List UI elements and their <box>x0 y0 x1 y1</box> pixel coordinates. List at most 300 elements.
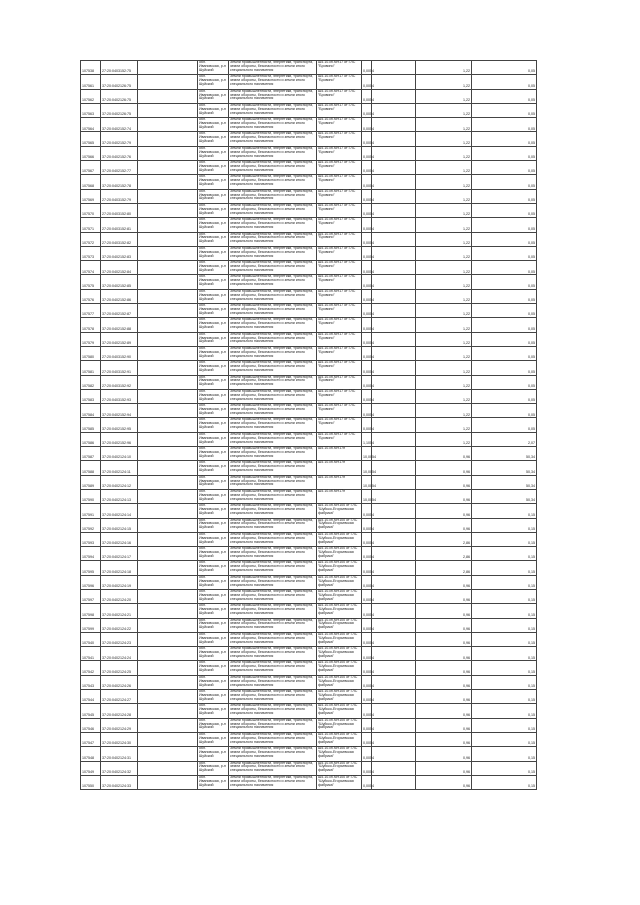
land-category-cell: Земли промышленности, энергетики, транспорта, земли обороны, безопасности и земли иного специального назначения <box>229 504 317 518</box>
rate-cell: 1,22 <box>416 389 472 403</box>
sum-cell: 0,15 <box>472 775 537 789</box>
row-id-cell: 107597 <box>81 589 101 603</box>
cadastral-number-cell: 37:20:0402124:14 <box>101 504 138 518</box>
spacer-cell <box>372 618 416 632</box>
spacer-cell <box>138 175 198 189</box>
usage-cell: Ш5.10.cfl.NH17 от ГЛС "Бровино" <box>317 304 362 318</box>
address-cell: обл. Ивановская, р-н Шуйский <box>198 418 229 432</box>
rate-cell: 1,22 <box>416 432 472 446</box>
cadastral-number-cell: 37:20:0402124:10 <box>101 447 138 461</box>
row-id-cell: 107545 <box>81 704 101 718</box>
sum-cell: 50,34 <box>472 475 537 489</box>
usage-cell: Ш5.10.cfl.NH100 от ГЛС "Шуйско-Егорьевская фабрика" <box>317 561 362 575</box>
spacer-cell <box>372 589 416 603</box>
table-row <box>81 518 537 532</box>
address-cell: обл. Ивановская, р-н Шуйский <box>198 375 229 389</box>
land-category-cell: Земли промышленности, энергетики, транспорта, земли обороны, безопасности и земли иного специального назначения <box>229 718 317 732</box>
sum-cell: 2,07 <box>472 432 537 446</box>
table-row <box>81 232 537 246</box>
address-cell: обл. Ивановская, р-н Шуйский <box>198 75 229 89</box>
table-row <box>81 489 537 503</box>
sum-cell: 0,05 <box>472 289 537 303</box>
table-row <box>81 761 537 775</box>
usage-cell: Ш5.10.cfl.NH17 от ГЛС "Бровино" <box>317 361 362 375</box>
land-category-cell: Земли промышленности, энергетики, транспорта, земли обороны, безопасности и земли иного специального назначения <box>229 318 317 332</box>
spacer-cell <box>372 61 416 75</box>
land-category-cell: Земли промышленности, энергетики, транспорта, земли обороны, безопасности и земли иного специального назначения <box>229 489 317 503</box>
sum-cell: 0,15 <box>472 518 537 532</box>
cadastral-number-cell: 37:20:0402152:74 <box>101 118 138 132</box>
spacer-cell <box>372 547 416 561</box>
sum-cell: 0,05 <box>472 132 537 146</box>
cadastral-number-cell: 37:20:0402126:75 <box>101 89 138 103</box>
land-category-cell: Земли промышленности, энергетики, транспорта, земли обороны, безопасности и земли иного специального назначения <box>229 589 317 603</box>
address-cell: обл. Ивановская, р-н Шуйский <box>198 175 229 189</box>
sum-cell: 0,05 <box>472 232 537 246</box>
row-id-cell: 107595 <box>81 561 101 575</box>
table-row <box>81 747 537 761</box>
address-cell: обл. Ивановская, р-н Шуйский <box>198 632 229 646</box>
address-cell: обл. Ивановская, р-н Шуйский <box>198 61 229 75</box>
table-row <box>81 432 537 446</box>
row-id-cell: 107594 <box>81 547 101 561</box>
spacer-cell <box>138 604 198 618</box>
sum-cell: 0,15 <box>472 747 537 761</box>
table-row <box>81 218 537 232</box>
spacer-cell <box>138 575 198 589</box>
area-cell: 0,0054 <box>362 690 372 704</box>
usage-cell: Ш5.10.cfl.NH17н <box>317 447 362 461</box>
sum-cell: 0,15 <box>472 547 537 561</box>
sum-cell: 0,05 <box>472 75 537 89</box>
address-cell: обл. Ивановская, р-н Шуйский <box>198 275 229 289</box>
address-cell: обл. Ивановская, р-н Шуйский <box>198 432 229 446</box>
rate-cell: 0,96 <box>416 718 472 732</box>
rate-cell: 1,22 <box>416 418 472 432</box>
row-id-cell: 107591 <box>81 504 101 518</box>
address-cell: обл. Ивановская, р-н Шуйский <box>198 747 229 761</box>
sum-cell: 0,05 <box>472 246 537 260</box>
cadastral-number-cell: 27:20:0403152:92 <box>101 375 138 389</box>
area-cell: 0,0054 <box>362 418 372 432</box>
spacer-cell <box>138 89 198 103</box>
sum-cell: 0,15 <box>472 632 537 646</box>
spacer-cell <box>372 461 416 475</box>
cadastral-number-cell: 27:20:0403152:80 <box>101 203 138 217</box>
row-id-cell: 107550 <box>81 775 101 789</box>
area-cell: 0,0054 <box>362 332 372 346</box>
address-cell: обл. Ивановская, р-н Шуйский <box>198 146 229 160</box>
row-id-cell: 107566 <box>81 146 101 160</box>
spacer-cell <box>138 232 198 246</box>
cadastral-number-cell: 37:20:0402124:17 <box>101 547 138 561</box>
rate-cell: 0,96 <box>416 704 472 718</box>
table-row <box>81 704 537 718</box>
spacer-cell <box>372 361 416 375</box>
spacer-cell <box>372 732 416 746</box>
land-category-cell: Земли промышленности, энергетики, транспорта, земли обороны, безопасности и земли иного специального назначения <box>229 118 317 132</box>
spacer-cell <box>372 289 416 303</box>
area-cell: 0,0054 <box>362 132 372 146</box>
row-id-cell: 107598 <box>81 604 101 618</box>
sum-cell: 0,05 <box>472 189 537 203</box>
rate-cell: 1,22 <box>416 404 472 418</box>
land-category-cell: Земли промышленности, энергетики, транспорта, земли обороны, безопасности и земли иного специального назначения <box>229 346 317 360</box>
table-row <box>81 346 537 360</box>
spacer-cell <box>372 675 416 689</box>
usage-cell: Ш5.10.cfl.NH17 от ГЛС "Бровино" <box>317 318 362 332</box>
sum-cell: 50,34 <box>472 461 537 475</box>
rate-cell: 0,96 <box>416 504 472 518</box>
land-category-cell: Земли промышленности, энергетики, транспорта, земли обороны, безопасности и земли иного специального назначения <box>229 747 317 761</box>
address-cell: обл. Ивановская, р-н Шуйский <box>198 704 229 718</box>
area-cell: 0,0054 <box>362 89 372 103</box>
row-id-cell: 107581 <box>81 361 101 375</box>
cadastral-number-cell: 37:20:0402124:29 <box>101 718 138 732</box>
land-category-cell: Земли промышленности, энергетики, транспорта, земли обороны, безопасности и земли иного специального назначения <box>229 189 317 203</box>
address-cell: обл. Ивановская, р-н Шуйский <box>198 89 229 103</box>
usage-cell: Ш5.10.cfl.NH17 от ГЛС "Бровино" <box>317 89 362 103</box>
spacer-cell <box>372 318 416 332</box>
table-row <box>81 675 537 689</box>
address-cell: обл. Ивановская, р-н Шуйский <box>198 618 229 632</box>
spacer-cell <box>372 246 416 260</box>
usage-cell: Ш5.10.cfl.NH17н <box>317 475 362 489</box>
address-cell: обл. Ивановская, р-н Шуйский <box>198 461 229 475</box>
land-category-cell: Земли промышленности, энергетики, транспорта, земли обороны, безопасности и земли иного специального назначения <box>229 604 317 618</box>
spacer-cell <box>372 389 416 403</box>
cadastral-number-cell: 37:20:0402124:19 <box>101 575 138 589</box>
row-id-cell: 107570 <box>81 203 101 217</box>
sum-cell: 0,05 <box>472 318 537 332</box>
address-cell: обл. Ивановская, р-н Шуйский <box>198 504 229 518</box>
usage-cell: Ш5.10.cfl.NH17 от ГЛС "Бровино" <box>317 261 362 275</box>
table-row <box>81 475 537 489</box>
area-cell: 0,0054 <box>362 589 372 603</box>
rate-cell: 0,96 <box>416 589 472 603</box>
usage-cell: Ш5.10.cfl.NH17 от ГЛС "Бровино" <box>317 232 362 246</box>
area-cell: 0,0054 <box>362 704 372 718</box>
rate-cell: 1,22 <box>416 103 472 117</box>
spacer-cell <box>138 161 198 175</box>
cadastral-number-cell: 27:20:0403152:81 <box>101 218 138 232</box>
table-row <box>81 604 537 618</box>
area-cell: 0,0054 <box>362 346 372 360</box>
spacer-cell <box>138 304 198 318</box>
land-category-cell: Земли промышленности, энергетики, транспорта, земли обороны, безопасности и земли иного специального назначения <box>229 418 317 432</box>
cadastral-number-cell: 37:20:0402124:26 <box>101 675 138 689</box>
row-id-cell: 107584 <box>81 404 101 418</box>
land-category-cell: Земли промышленности, энергетики, транспорта, земли обороны, безопасности и земли иного специального назначения <box>229 261 317 275</box>
address-cell: обл. Ивановская, р-н Шуйский <box>198 775 229 789</box>
spacer-cell <box>372 218 416 232</box>
rate-cell: 0,96 <box>416 661 472 675</box>
usage-cell: Ш5.10.cfl.NH100 от ГЛС "Шуйско-Егорьевская фабрика" <box>317 532 362 546</box>
usage-cell: Ш5.10.cfl.NH17 от ГЛС "Бровино" <box>317 246 362 260</box>
spacer-cell <box>138 361 198 375</box>
row-id-cell: 107542 <box>81 661 101 675</box>
sum-cell: 0,05 <box>472 404 537 418</box>
usage-cell: Ш5.10.cfl.NH17 от ГЛС "Бровино" <box>317 203 362 217</box>
sum-cell: 0,15 <box>472 604 537 618</box>
table-row <box>81 289 537 303</box>
area-cell: 0,0054 <box>362 118 372 132</box>
rate-cell: 1,22 <box>416 189 472 203</box>
sum-cell: 0,05 <box>472 203 537 217</box>
sum-cell: 0,05 <box>472 261 537 275</box>
sum-cell: 0,05 <box>472 304 537 318</box>
table-row <box>81 203 537 217</box>
usage-cell: Ш5.10.cfl.NH100 от ГЛС "Шуйско-Егорьевская фабрика" <box>317 675 362 689</box>
rate-cell: 1,22 <box>416 318 472 332</box>
table-row <box>81 718 537 732</box>
rate-cell: 0,96 <box>416 690 472 704</box>
spacer-cell <box>372 647 416 661</box>
cadastral-number-cell: 37:20:0402124:32 <box>101 761 138 775</box>
spacer-cell <box>138 489 198 503</box>
spacer-cell <box>372 447 416 461</box>
cadastral-number-cell: 37:20:0402152:76 <box>101 146 138 160</box>
table-row <box>81 461 537 475</box>
area-cell: 0,0054 <box>362 775 372 789</box>
address-cell: обл. Ивановская, р-н Шуйский <box>198 561 229 575</box>
address-cell: обл. Ивановская, р-н Шуйский <box>198 690 229 704</box>
spacer-cell <box>372 775 416 789</box>
rate-cell: 1,22 <box>416 275 472 289</box>
cadastral-number-cell: 37:20:0402152:78 <box>101 175 138 189</box>
land-category-cell: Земли промышленности, энергетики, транспорта, земли обороны, безопасности и земли иного специального назначения <box>229 361 317 375</box>
usage-cell: Ш5.10.cfl.NH100 от ГЛС "Шуйско-Егорьевская фабрика" <box>317 547 362 561</box>
land-category-cell: Земли промышленности, энергетики, транспорта, земли обороны, безопасности и земли иного специального назначения <box>229 618 317 632</box>
spacer-cell <box>138 447 198 461</box>
area-cell: 0,0054 <box>362 261 372 275</box>
land-category-cell: Земли промышленности, энергетики, транспорта, земли обороны, безопасности и земли иного специального назначения <box>229 289 317 303</box>
row-id-cell: 107563 <box>81 103 101 117</box>
spacer-cell <box>372 518 416 532</box>
usage-cell: Ш5.10.cfl.NH100 от ГЛС "Шуйско-Егорьевская фабрика" <box>317 775 362 789</box>
table-row <box>81 189 537 203</box>
area-cell: 0,0054 <box>362 518 372 532</box>
cadastral-number-cell: 37:20:0402152:88 <box>101 318 138 332</box>
area-cell: 0,0054 <box>362 675 372 689</box>
land-category-cell: Земли промышленности, энергетики, транспорта, земли обороны, безопасности и земли иного специального назначения <box>229 389 317 403</box>
area-cell: 0,0054 <box>362 246 372 260</box>
rate-cell: 1,22 <box>416 146 472 160</box>
address-cell: обл. Ивановская, р-н Шуйский <box>198 575 229 589</box>
sum-cell: 0,15 <box>472 718 537 732</box>
land-category-cell: Земли промышленности, энергетики, транспорта, земли обороны, безопасности и земли иного специального назначения <box>229 404 317 418</box>
usage-cell: Ш5.10.cfl.NH100 от ГЛС "Шуйско-Егорьевская фабрика" <box>317 504 362 518</box>
spacer-cell <box>372 632 416 646</box>
usage-cell: Ш5.10.cfl.NH17 от ГЛС "Бровино" <box>317 146 362 160</box>
cadastral-number-cell: 37:20:0402124:16 <box>101 532 138 546</box>
spacer-cell <box>138 61 198 75</box>
spacer-cell <box>372 75 416 89</box>
sum-cell: 0,05 <box>472 389 537 403</box>
area-cell: 0,0054 <box>362 103 372 117</box>
address-cell: обл. Ивановская, р-н Шуйский <box>198 289 229 303</box>
table-row <box>81 146 537 160</box>
spacer-cell <box>138 661 198 675</box>
rate-cell: 1,22 <box>416 232 472 246</box>
cadastral-number-cell: 37:20:0402124:18 <box>101 561 138 575</box>
spacer-cell <box>138 375 198 389</box>
cadastral-number-cell: 27:20:0403152:79 <box>101 189 138 203</box>
table-row <box>81 618 537 632</box>
spacer-cell <box>372 103 416 117</box>
sum-cell: 0,15 <box>472 575 537 589</box>
row-id-cell: 107592 <box>81 518 101 532</box>
sum-cell: 0,05 <box>472 375 537 389</box>
spacer-cell <box>372 604 416 618</box>
cadastral-number-cell: 37:20:0402124:11 <box>101 461 138 475</box>
area-cell: 10,0054 <box>362 475 372 489</box>
cadastral-number-cell: 37:20:0402152:77 <box>101 161 138 175</box>
cadastral-number-cell: 37:20:0402126:75 <box>101 75 138 89</box>
usage-cell: Ш5.10.cfl.NH17 от ГЛС "Бровино" <box>317 218 362 232</box>
sum-cell: 0,15 <box>472 761 537 775</box>
sum-cell: 0,15 <box>472 504 537 518</box>
land-category-cell: Земли промышленности, энергетики, транспорта, земли обороны, безопасности и земли иного специального назначения <box>229 132 317 146</box>
table-row <box>81 404 537 418</box>
usage-cell: Ш5.10.cfl.NH100 от ГЛС "Шуйско-Егорьевская фабрика" <box>317 661 362 675</box>
spacer-cell <box>138 346 198 360</box>
sum-cell: 0,05 <box>472 161 537 175</box>
area-cell: 0,0054 <box>362 404 372 418</box>
cadastral-number-cell: 37:20:0402124:33 <box>101 775 138 789</box>
area-cell: 0,0054 <box>362 761 372 775</box>
rate-cell: 0,96 <box>416 632 472 646</box>
cadastral-number-cell: 37:20:0402152:96 <box>101 432 138 446</box>
sum-cell: 0,15 <box>472 704 537 718</box>
sum-cell: 0,15 <box>472 732 537 746</box>
sum-cell: 0,05 <box>472 346 537 360</box>
rate-cell: 1,22 <box>416 361 472 375</box>
spacer-cell <box>138 704 198 718</box>
spacer-cell <box>138 775 198 789</box>
address-cell: обл. Ивановская, р-н Шуйский <box>198 189 229 203</box>
table-row <box>81 589 537 603</box>
cadastral-number-cell: 37:20:0402124:28 <box>101 704 138 718</box>
land-category-cell: Земли промышленности, энергетики, транспорта, земли обороны, безопасности и земли иного специального назначения <box>229 332 317 346</box>
spacer-cell <box>138 747 198 761</box>
land-category-cell: Земли промышленности, энергетики, транспорта, земли обороны, безопасности и земли иного специального назначения <box>229 532 317 546</box>
address-cell: обл. Ивановская, р-н Шуйский <box>198 161 229 175</box>
table-row <box>81 690 537 704</box>
sum-cell: 0,05 <box>472 218 537 232</box>
spacer-cell <box>138 189 198 203</box>
sum-cell: 0,15 <box>472 561 537 575</box>
usage-cell: Ш5.10.cfl.NH17 от ГЛС "Бровино" <box>317 103 362 117</box>
land-category-cell: Земли промышленности, энергетики, транспорта, земли обороны, безопасности и земли иного специального назначения <box>229 304 317 318</box>
row-id-cell: 107582 <box>81 375 101 389</box>
land-category-cell: Земли промышленности, энергетики, транспорта, земли обороны, безопасности и земли иного специального назначения <box>229 761 317 775</box>
rate-cell: 0,96 <box>416 775 472 789</box>
spacer-cell <box>372 404 416 418</box>
table-row <box>81 532 537 546</box>
table-row <box>81 118 537 132</box>
cadastral-number-cell: 37:20:0402124:30 <box>101 732 138 746</box>
spacer-cell <box>138 561 198 575</box>
land-category-cell: Земли промышленности, энергетики, транспорта, земли обороны, безопасности и земли иного специального назначения <box>229 175 317 189</box>
cadastral-number-cell: 37:20:0402124:25 <box>101 661 138 675</box>
address-cell: обл. Ивановская, р-н Шуйский <box>198 732 229 746</box>
usage-cell: Ш5.10.cfl.NH100 от ГЛС "Шуйско-Егорьевская фабрика" <box>317 618 362 632</box>
rate-cell: 1,22 <box>416 89 472 103</box>
area-cell: 0,0054 <box>362 304 372 318</box>
land-category-cell: Земли промышленности, энергетики, транспорта, земли обороны, безопасности и земли иного специального назначения <box>229 661 317 675</box>
table-row <box>81 175 537 189</box>
rate-cell: 1,22 <box>416 175 472 189</box>
spacer-cell <box>138 475 198 489</box>
land-category-cell: Земли промышленности, энергетики, транспорта, земли обороны, безопасности и земли иного специального назначения <box>229 75 317 89</box>
address-cell: обл. Ивановская, р-н Шуйский <box>198 132 229 146</box>
rate-cell: 1,22 <box>416 375 472 389</box>
spacer-cell <box>372 418 416 432</box>
land-category-cell: Земли промышленности, энергетики, транспорта, земли обороны, безопасности и земли иного специального назначения <box>229 632 317 646</box>
row-id-cell: 107549 <box>81 761 101 775</box>
spacer-cell <box>138 690 198 704</box>
address-cell: обл. Ивановская, р-н Шуйский <box>198 389 229 403</box>
cadastral-number-cell: 27:20:0403152:91 <box>101 361 138 375</box>
address-cell: обл. Ивановская, р-н Шуйский <box>198 346 229 360</box>
address-cell: обл. Ивановская, р-н Шуйский <box>198 404 229 418</box>
table-row <box>81 632 537 646</box>
address-cell: обл. Ивановская, р-н Шуйский <box>198 304 229 318</box>
spacer-cell <box>138 203 198 217</box>
usage-cell: Ш5.10.cfl.NH17 от ГЛС "Бровино" <box>317 375 362 389</box>
table-row <box>81 332 537 346</box>
spacer-cell <box>372 489 416 503</box>
spacer-cell <box>138 332 198 346</box>
address-cell: обл. Ивановская, р-н Шуйский <box>198 332 229 346</box>
sum-cell: 0,15 <box>472 675 537 689</box>
spacer-cell <box>138 103 198 117</box>
area-cell: 0,0054 <box>362 161 372 175</box>
land-category-cell: Земли промышленности, энергетики, транспорта, земли обороны, безопасности и земли иного специального назначения <box>229 775 317 789</box>
usage-cell: Ш5.10.cfl.NH17н <box>317 461 362 475</box>
spacer-cell <box>138 404 198 418</box>
address-cell: обл. Ивановская, р-н Шуйский <box>198 489 229 503</box>
area-cell: 0,0054 <box>362 632 372 646</box>
usage-cell: Ш5.10.cfl.NH17 от ГЛС "Бровино" <box>317 289 362 303</box>
table-row <box>81 775 537 789</box>
usage-cell: Ш5.10.cfl.NH100 от ГЛС "Шуйско-Егорьевская фабрика" <box>317 589 362 603</box>
cadastral-number-cell: 27:20:0403152:82 <box>101 232 138 246</box>
rate-cell: 1,22 <box>416 132 472 146</box>
cadastral-number-cell: 37:20:0402152:83 <box>101 246 138 260</box>
spacer-cell <box>372 261 416 275</box>
cadastral-number-cell: 37:20:0402126:75 <box>101 103 138 117</box>
table-row <box>81 103 537 117</box>
table-body <box>81 61 537 790</box>
cadastral-number-cell: 37:20:0402152:84 <box>101 261 138 275</box>
land-category-cell: Земли промышленности, энергетики, транспорта, земли обороны, безопасности и земли иного специального назначения <box>229 218 317 232</box>
row-id-cell: 107569 <box>81 189 101 203</box>
row-id-cell: 107579 <box>81 332 101 346</box>
spacer-cell <box>138 318 198 332</box>
row-id-cell: 107583 <box>81 389 101 403</box>
cadastral-number-cell: 37:20:0402152:86 <box>101 289 138 303</box>
land-category-cell: Земли промышленности, энергетики, транспорта, земли обороны, безопасности и земли иного специального назначения <box>229 675 317 689</box>
spacer-cell <box>372 761 416 775</box>
table-row <box>81 389 537 403</box>
sum-cell: 0,15 <box>472 589 537 603</box>
sum-cell: 0,05 <box>472 418 537 432</box>
rate-cell: 1,22 <box>416 246 472 260</box>
table-row <box>81 561 537 575</box>
area-cell: 0,0054 <box>362 661 372 675</box>
